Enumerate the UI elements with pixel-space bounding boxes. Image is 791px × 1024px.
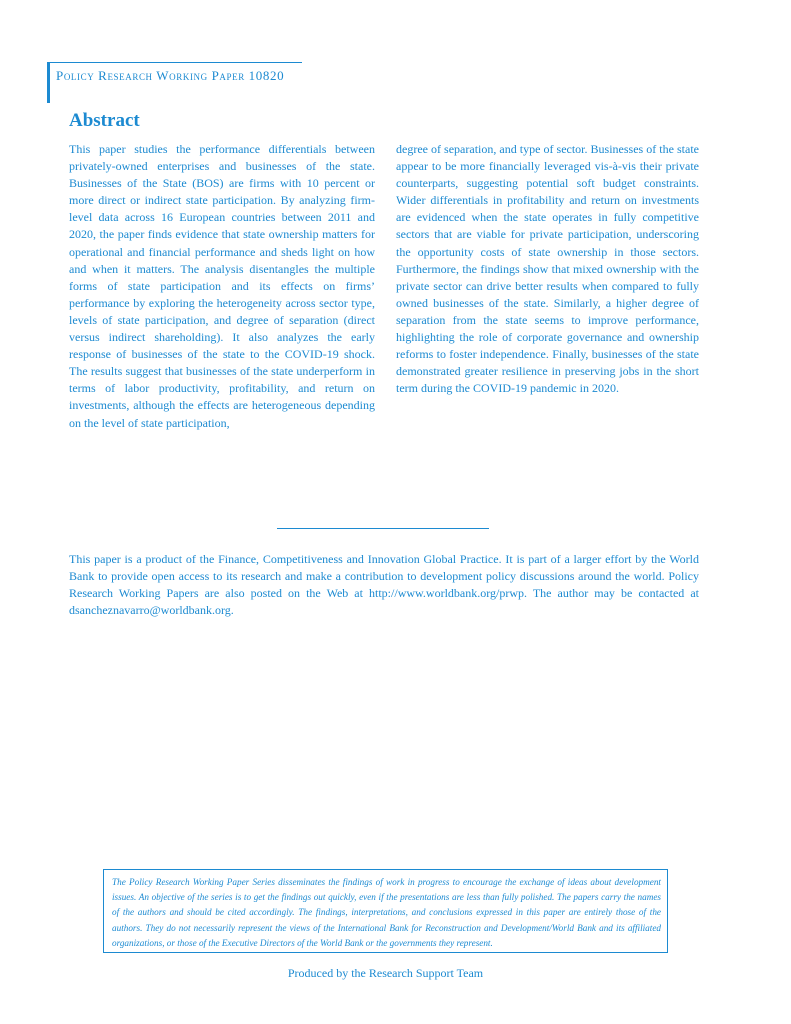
abstract-heading: Abstract bbox=[69, 110, 140, 131]
abstract-column-left: This paper studies the performance differentials between privately-owned enterprises and businesses of the state. Businesses of the State (BOS) are firms with 10 percent or more direct or indirect state participation. By analyzing firm-level data across 16 European countries between 2011 and 2020, the paper finds evidence that state ownership matters for operational and financial performance and sheds light on how and when it matters. The analysis disentangles the multiple forms of state participation and its effects on firms’ performance by exploring the heterogeneity across sector type, levels of state participation, and degree of separation (direct versus indirect shareholding). It also analyzes the early response of businesses of the state to the COVID-19 shock. The results suggest that businesses of the state underperform in terms of labor productivity, profitability, and return on investments, although the effects are heterogeneous depending on the level of state participation, bbox=[69, 142, 375, 430]
product-note: This paper is a product of the Finance, Competitiveness and Innovation Global Practice. It is part of a larger effort by the World Bank to provide open access to its research and make a contribution to development policy discussions around the world. Policy Research Working Papers are also posted on the Web at http://www.worldbank.org/prwp. The author may be contacted at dsancheznavarro@worldbank.org. bbox=[69, 552, 699, 617]
section-divider bbox=[277, 528, 489, 529]
footer-credit: Produced by the Research Support Team bbox=[287, 966, 484, 980]
disclaimer-text: The Policy Research Working Paper Series disseminates the findings of work in progress to encourage the exchange of ideas about development issues. An objective of the series is to get the findings out quickly, even if the presentations are less than fully polished. The papers carry the names of the authors and should be cited accordingly. The findings, interpretations, and conclusions expressed in this paper are entirely those of the authors. They do not necessarily represent the views of the International Bank for Reconstruction and Development/World Bank and its affiliated organizations, or those of the Executive Directors of the World Bank or the governments they represent. bbox=[112, 877, 661, 948]
disclaimer-box bbox=[103, 869, 668, 953]
abstract-column-right: degree of separation, and type of sector. Businesses of the state appear to be more financially leveraged vis-à-vis their private counterparts, suggesting potential soft budget constraints. Wider differentials in profitability and return on investments are evidenced when the state operates in fully competitive sectors that are viable for private participation, underscoring the opportunity costs of state ownership in those sectors. Furthermore, the findings show that mixed ownership with the private sector can drive better results when compared to fully owned businesses of the state. Similarly, a higher degree of separation from the state seems to improve performance, highlighting the role of corporate governance and ownership reforms to foster independence. Finally, businesses of the state demonstrated greater resilience in preserving jobs in the short term during the COVID-19 pandemic in 2020. bbox=[396, 142, 699, 396]
series-title: Policy Research Working Paper 10820 bbox=[56, 68, 285, 83]
